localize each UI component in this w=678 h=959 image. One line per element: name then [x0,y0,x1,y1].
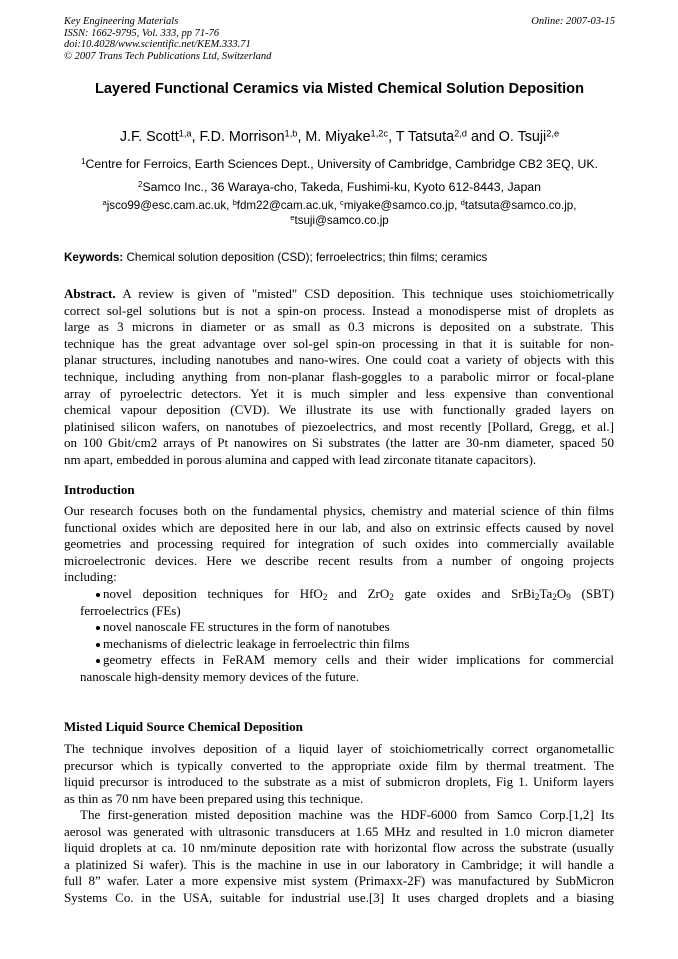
paragraph-line: The first-generation misted deposition machine was the HDF-6000 from Samco Corp.[1,2] Its [80,807,614,822]
abstract-line: nm apart, embedded in porous alumina and capped with lead zirconate titanate capacitors). [64,451,537,467]
author-affil-sup: 1,a [178,128,192,139]
author-name: M. Miyake [305,129,371,145]
paragraph-line: a platinized Si wafer). This is the machine in use in our laboratory in Cambridge; it will handle a [64,856,614,872]
issn: ISSN: 1662-9795, Vol. 333, pp 71-76 [64,27,220,39]
keywords [64,251,615,264]
doi: doi:10.4028/www.scientific.net/KEM.333.71 [64,39,251,51]
email-link[interactable]: fdm22@cam.ac.uk, [236,199,341,212]
list-item-continuation: ferroelectrics (FEs) [80,602,181,618]
email-link[interactable]: jsco99@esc.cam.ac.uk, [106,199,233,212]
abstract-line: correct sol-gel solutions but is not a spin-on process. Instead a monodisperse mist of droplets as [64,302,614,318]
author-name: F.D. Morrison [199,129,285,145]
paragraph-line: functional oxides which are deposited here in our lab, and also on extrinsic effects caused by novel [64,519,614,535]
affiliation-2: $^2$Samco Inc., 36 Waraya-cho, Takeda, Fushimi-ku, Kyoto 612-8443, Japan [138,180,541,194]
list-item-continuation: nanoscale high-density memory devices of the future. [80,668,360,684]
paragraph-line: liquid droplets at ca. 10 nm/minute deposition rate with horizontal flow across the substrate (usually [64,840,614,856]
abstract-line: platinised silicon wafers, on nanotubes of piezoelectrics, and most recently [Pollard, Gregg, et al.] [64,418,614,434]
misted-paragraph-1 [64,741,614,807]
abstract-line: on 100 Gbit/cm2 arrays of Pt nanowires on Si substrates (the latter are 30-nm diameter, spaced 50 [64,435,614,451]
copyright: © 2007 Trans Tech Publications Ltd, Switzerland [64,50,272,62]
misted-paragraph-2 [64,807,614,907]
paper-title: Layered Functional Ceramics via Misted Chemical Solution Deposition [95,81,584,97]
paragraph-line: Our research focuses both on the fundamental physics, chemistry and material science of thin films [64,503,614,518]
section-heading-misted: Misted Liquid Source Chemical Deposition [64,719,303,734]
keywords-label: Keywords: [64,251,124,264]
bullet-icon [96,643,100,647]
bullet-icon [96,593,100,597]
paragraph-line: The technique involves deposition of a liquid layer of stoichiometrically correct organometallic [64,741,614,756]
paragraph-line: aerosol was generated with ultrasonic transducers at 1.65 MHz and resulted in 1.0 micron diameter [64,823,614,839]
abstract-line: large as 3 microns in diameter or as small as 0.3 microns is deposited on a substrate. This [64,319,614,335]
abstract-line: planar structures, including nanotubes and nano-wires. One could coat a variety of objects with this [64,352,614,368]
email-link[interactable]: miyake@samco.co.jp, [343,199,461,212]
abstract-line: Abstract. A review is given of "misted" CSD deposition. This technique uses stoichiometrically [64,286,614,301]
author-affil-sup: 1,b [284,128,298,139]
email-link[interactable]: tsuji@samco.co.jp [294,214,389,227]
list-item: mechanisms of dielectric leakage in ferroelectric thin films [64,636,614,653]
paragraph-line: including: [64,569,117,585]
author-affil-sup: 1,2c [370,128,389,139]
introduction-paragraph [64,503,614,586]
author-affil-sup: 2,d [454,128,467,139]
keywords-text: Chemical solution deposition (CSD); ferroelectrics; thin films; ceramics [126,251,488,264]
abstract-line: technique has the great advantage over sol-gel spin-on processing in that it is suitable for non- [64,335,614,351]
author-affil-sup: 2,e [546,128,560,139]
list-item: novel nanoscale FE structures in the form of nanotubes [64,619,614,636]
author-name: J.F. Scott [119,129,179,145]
abstract-line: technique, including anything from non-planar flash-goggles to a parabolic mirror or focal-plane [64,368,614,384]
bullet-icon [96,626,100,630]
list-item: novel deposition techniques for HfO$_2$ and ZrO$_2$ gate oxides and $SrBi_2Ta_2O_9$ (SBT) [64,586,614,603]
bullet-list [64,586,614,686]
online-date: Online: 2007-03-15 [531,16,615,27]
abstract [64,286,614,469]
abstract-line: chemical vapour deposition (CVD). We illustrate its use with functionally graded layers on [64,402,614,418]
author-name: O. Tsuji [498,129,547,145]
list-item: geometry effects in FeRAM memory cells and their wider implications for commercial [64,652,614,669]
paragraph-line: liquid precursor is introduced to the substrate as a mist of submicron droplets, Fig 1. Uniform layers [64,774,614,790]
abstract-label: Abstract. [64,286,116,301]
section-heading-introduction: Introduction [64,482,135,497]
author-name: T Tatsuta [395,129,455,145]
paragraph-line: geometries and processing required for integration of such oxides into commercially available [64,536,614,552]
author-list: J.F. Scott$^{1,a}$, F.D. Morrison$^{1,b}$, M. Miyake$^{1,2c}$, T Tatsuta$^{2,d}$ and O. Tsuji$^{2,e}$ [119,128,560,145]
paragraph-line: microelectronic devices. Here we describe recent results from a number of ongoing projects [64,552,614,568]
bullet-icon [96,659,100,663]
paragraph-line: precursor which is typically converted to the appropriate oxide film by thermal treatment. The [64,757,614,773]
journal-header [64,16,615,62]
email-list: $^a$jsco99@esc.cam.ac.uk, $^b$fdm22@cam.ac.uk, $^c$miyake@samco.co.jp, $^d$tatsuta@samco.co.jp, $^e$tsuji@samco.co.jp [102,198,577,227]
abstract-line: array of pyroelectric detectors. Yet it is much simpler and less expensive than conventional [64,385,614,401]
paragraph-line: as thin as 70 nm have been prepared using this technique. [64,790,364,806]
paragraph-line: Systems Co. in the USA, suitable for industrial use.[3] It uses charged droplets and a biasing [64,889,614,905]
email-link[interactable]: tatsuta@samco.co.jp, [464,199,577,212]
affiliation-1: $^1$Centre for Ferroics, Earth Sciences Dept., University of Cambridge, Cambridge CB2 3EQ, UK. [80,157,598,171]
journal-name: Key Engineering Materials [64,16,179,27]
paragraph-line: full 8” wafer. Later a more expensive mist system (Primaxx-2F) was manufactured by SubMicron [64,873,614,889]
